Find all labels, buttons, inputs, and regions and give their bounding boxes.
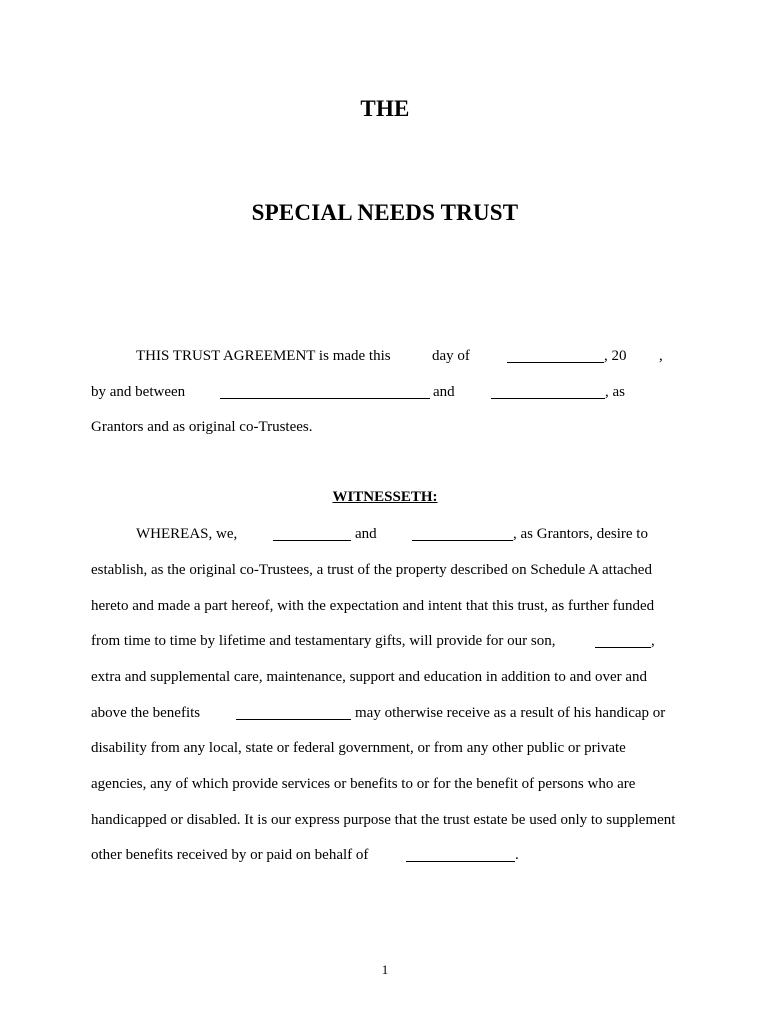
month-blank[interactable] <box>507 362 604 363</box>
intro-text-year: , 20 <box>604 348 627 364</box>
witnesseth-heading: WITNESSETH: <box>332 489 438 505</box>
whereas-name-1-blank[interactable] <box>273 540 351 541</box>
intro-text-day-of: day of <box>432 348 470 364</box>
grantor-1-blank[interactable] <box>220 398 430 399</box>
body-line-2: establish, as the original co-Trustees, a trust of the property described on Schedule A attached <box>91 562 652 578</box>
intro-text-grantors: Grantors and as original co-Trustees. <box>91 419 313 435</box>
body-line-9: handicapped or disabled. It is our express purpose that the trust estate be used only to supplement <box>91 812 676 828</box>
body-text-our-son: from time to time by lifetime and testamentary gifts, will provide for our son, <box>91 633 556 649</box>
grantor-2-blank[interactable] <box>491 398 605 399</box>
body-text-may-otherwise: may otherwise receive as a result of his handicap or <box>355 705 666 721</box>
intro-text-as: , as <box>605 384 625 400</box>
body-line-8: agencies, any of which provide services or benefits to or for the benefit of persons who are <box>91 776 636 792</box>
body-text-above-benefits: above the benefits <box>91 705 201 721</box>
body-text-and: and <box>355 526 377 542</box>
whereas-name-2-blank[interactable] <box>412 540 513 541</box>
son-name-blank[interactable] <box>595 647 651 648</box>
body-line-3: hereto and made a part hereof, with the expectation and intent that this trust, as further funded <box>91 598 655 614</box>
body-line-7: disability from any local, state or federal government, or from any other public or private <box>91 740 626 756</box>
body-text-period: . <box>515 847 519 863</box>
behalf-name-blank[interactable] <box>406 861 515 862</box>
body-text-son-comma: , <box>651 633 655 649</box>
intro-text-and: and <box>433 384 455 400</box>
intro-text-comma: , <box>659 348 663 364</box>
title-line-1: THE <box>360 96 410 121</box>
body-line-5: extra and supplemental care, maintenance, support and education in addition to and over and <box>91 669 648 685</box>
body-text-whereas: WHEREAS, we, <box>136 526 238 542</box>
intro-text-made-this: THIS TRUST AGREEMENT is made this <box>136 348 391 364</box>
beneficiary-name-blank[interactable] <box>236 719 351 720</box>
title-line-2: SPECIAL NEEDS TRUST <box>251 200 519 225</box>
intro-text-by-and-between: by and between <box>91 384 186 400</box>
page-number: 1 <box>381 962 389 977</box>
body-text-as-grantors: , as Grantors, desire to <box>513 526 648 542</box>
body-text-on-behalf-of: other benefits received by or paid on behalf of <box>91 847 369 863</box>
